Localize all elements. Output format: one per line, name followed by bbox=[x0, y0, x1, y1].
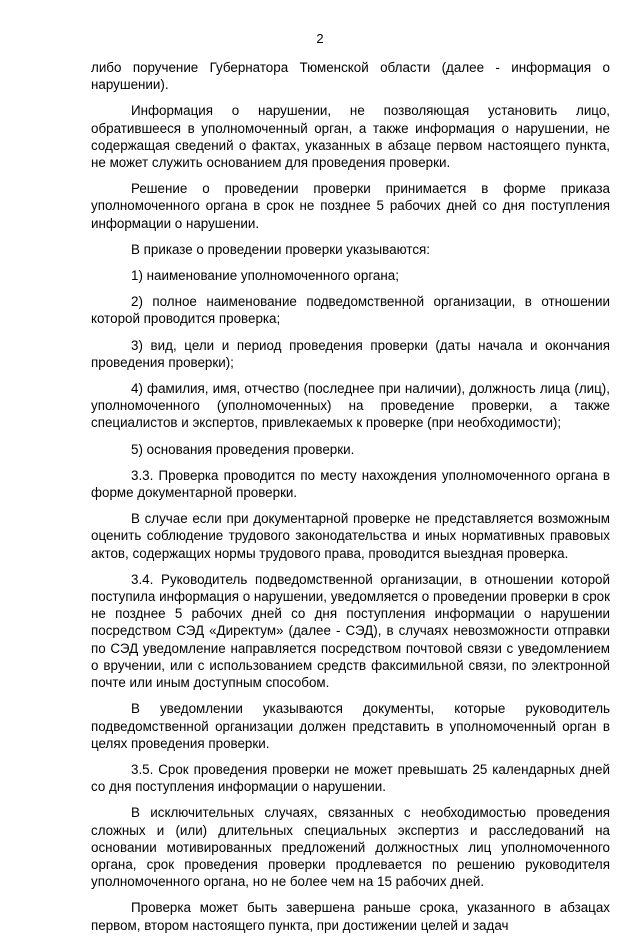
paragraph-3-5: 3.5. Срок проведения проверки не может превышать 25 календарных дней со дня поступления информации о нарушении. bbox=[91, 761, 610, 795]
paragraph-early-completion: Проверка может быть завершена раньше срока, указанного в абзацах первом, втором настоящего пункта, при достижении целей и задач bbox=[91, 900, 610, 933]
list-item-2: 2) полное наименование подведомственной организации, в отношении которой проводится проверка; bbox=[91, 294, 610, 327]
paragraph-extension: В исключительных случаях, связанных с необходимостью проведения сложных и (или) длительных специальных экспертиз и расследований на основании мотивированных предложений должностных лиц уполномоченного органа, срок проведения проверки продлевается по решению руководителя уполномоченного органа, но не более чем на 15 рабочих дней. bbox=[91, 805, 610, 890]
list-item-5: 5) основания проведения проверки. bbox=[131, 441, 355, 457]
paragraph-3-4: 3.4. Руководитель подведомственной организации, в отношении которой поступила информация о нарушении, уведомляется о проведении проверки в срок не позднее 5 рабочих дней со дня поступления информации о нарушении посредством СЭД «Директум» (далее - СЭД), в случаях невозможности отправки по СЭД уведомление направляется посредством почтовой связи с уведомлением о вручении, или с использованием средств факсимильной связи, по электронной почте или иным доступным способом. bbox=[91, 571, 610, 691]
paragraph-order-contents-intro: В приказе о проведении проверки указываются: bbox=[131, 241, 430, 257]
paragraph-3-3: 3.3. Проверка проводится по месту нахождения уполномоченного органа в форме документарной проверки. bbox=[91, 467, 610, 501]
paragraph-notification-documents: В уведомлении указываются документы, которые руководитель подведомственной организации должен представить в уполномоченный орган в целях проведения проверки. bbox=[91, 701, 610, 751]
paragraph-onsite-inspection: В случае если при документарной проверке не представляется возможным оценить соблюдение трудового законодательства и иных нормативных правовых актов, содержащих нормы трудового права, проводится выездная проверка. bbox=[91, 511, 610, 561]
list-item-4: 4) фамилия, имя, отчество (последнее при наличии), должность лица (лиц), уполномоченного (уполномоченных) на проведение проверки, а также специалистов и экспертов, привлекаемых к проверке (при необходимости); bbox=[91, 381, 610, 431]
paragraph-continuation: либо поручение Губернатора Тюменской области (далее - информация о нарушении). bbox=[91, 60, 610, 93]
list-item-1: 1) наименование уполномоченного органа; bbox=[131, 268, 399, 284]
paragraph-decision-order: Решение о проведении проверки принимается в форме приказа уполномоченного органа в срок не позднее 5 рабочих дней со дня поступления информации о нарушении. bbox=[91, 181, 610, 231]
page-number: 2 bbox=[316, 31, 324, 46]
document-body bbox=[91, 59, 610, 943]
paragraph-anonymous-info: Информация о нарушении, не позволяющая установить лицо, обратившееся в уполномоченный орган, а также информация о нарушении, не содержащая сведений о фактах, указанных в абзаце первом настоящего пункта, не может служить основанием для проведения проверки. bbox=[91, 103, 610, 171]
list-item-3: 3) вид, цели и период проведения проверки (даты начала и окончания проведения проверки); bbox=[91, 337, 610, 370]
